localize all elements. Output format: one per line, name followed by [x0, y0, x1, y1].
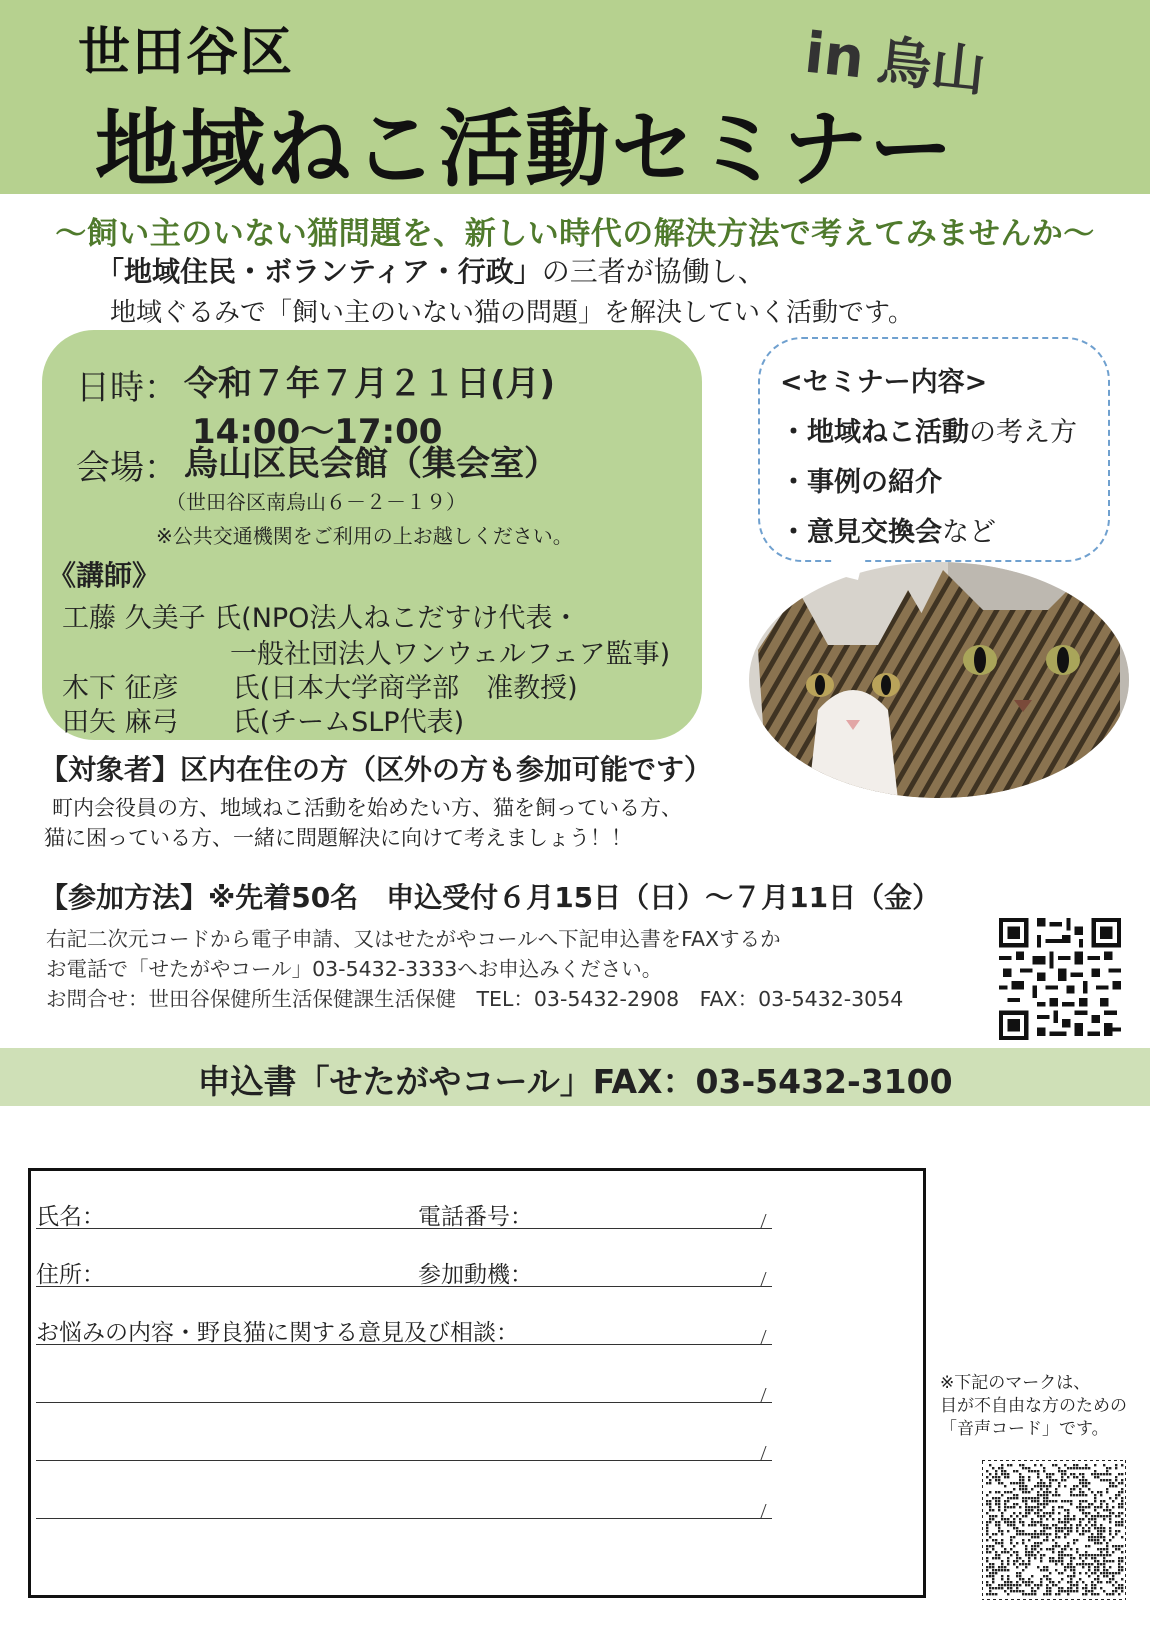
phone-label: 電話番号： — [418, 1204, 533, 1230]
venue-label: 会場： — [76, 448, 178, 488]
title-ward: 世田谷区 — [78, 23, 295, 83]
lecturer-item: 木下 征彦 氏(日本大学商学部 准教授) — [62, 673, 578, 704]
apply-instruction: 右記二次元コードから電子申請、又はせたがやコールへ下記申込書をFAXするか — [46, 927, 781, 951]
application-form — [28, 1168, 926, 1598]
apply-instruction: お電話で「せたがやコール」03-5432-3333へお申込みください。 — [46, 957, 663, 981]
lecturer-item: 工藤 久美子 氏(NPO法人ねこだすけ代表・ — [62, 603, 580, 634]
subtitle: ～飼い主のいない猫問題を、新しい時代の解決方法で考えてみませんか～ — [55, 216, 1095, 252]
seminar-content-item-bold: ・意見交換会 — [780, 517, 942, 548]
intro-bold: 「地域住民・ボランティア・行政」 — [96, 255, 542, 288]
voice-code-note-line: ※下記のマークは、 — [940, 1373, 1091, 1393]
event-date: 令和７年７月２１日(月) — [184, 364, 556, 404]
venue-address: （世田谷区南烏山６－２－１９） — [166, 490, 466, 514]
seminar-content-item — [780, 510, 996, 549]
participation-heading: 【参加方法】※先着50名 申込受付６月15日（日）～７月11日（金） — [40, 881, 941, 914]
lecturer-item: 田矢 麻弓 氏(チームSLP代表) — [62, 707, 465, 738]
intro-line-2: 地域ぐるみで「飼い主のいない猫の問題」を解決していく活動です。 — [110, 298, 914, 328]
concern-field-line[interactable] — [36, 1344, 772, 1345]
voice-code-note — [940, 1372, 1127, 1441]
title-place: 烏山 — [874, 29, 989, 104]
page-title: 地域ねこ活動セミナー — [95, 100, 956, 198]
voice-code-note-line: 「音声コード」です。 — [940, 1419, 1109, 1439]
voice-code-note-line: 目が不自由な方のための — [940, 1396, 1127, 1416]
target-description: 町内会役員の方、地域ねこ活動を始めたい方、猫を飼っている方、 — [52, 796, 682, 820]
event-venue: 烏山区民会館（集会室） — [184, 444, 558, 484]
concern-field-line[interactable] — [36, 1460, 772, 1461]
motive-label: 参加動機： — [418, 1262, 533, 1288]
seminar-content-item-bold: ・事例の紹介 — [780, 467, 942, 498]
address-label: 住所： — [36, 1262, 105, 1288]
seminar-content-item-bold: ・地域ねこ活動 — [780, 417, 969, 448]
target-description: 猫に困っている方、一緒に問題解決に向けて考えましょう！！ — [44, 826, 632, 850]
seminar-content-item — [780, 460, 942, 499]
concern-field-line[interactable] — [36, 1402, 772, 1403]
voice-code-icon — [982, 1460, 1126, 1600]
title-in-word: in — [801, 20, 868, 92]
event-time: 14:00～17:00 — [192, 412, 443, 452]
qr-code-icon[interactable] — [996, 918, 1124, 1040]
seminar-content-heading: <セミナー内容> — [780, 367, 988, 398]
lecturer-heading: 《講師》 — [48, 559, 161, 592]
name-label: 氏名： — [36, 1204, 105, 1230]
lecturer-item: 一般社団法人ワンウェルフェア監事) — [230, 639, 671, 670]
fax-number: 申込書「せたがやコール」FAX：03-5432-3100 — [197, 1062, 953, 1101]
target-heading: 【対象者】区内在住の方（区外の方も参加可能です） — [40, 753, 713, 786]
seminar-content-item — [780, 410, 1077, 449]
seminar-content-item-rest: の考え方 — [969, 417, 1077, 448]
transport-note: ※公共交通機関をご利用の上お越しください。 — [156, 524, 573, 548]
concern-field-line[interactable] — [36, 1518, 772, 1519]
concern-label: お悩みの内容・野良猫に関する意見及び相談： — [36, 1320, 519, 1346]
intro-line-1 — [96, 250, 766, 290]
name-field[interactable] — [36, 1228, 772, 1229]
cat-photo — [748, 560, 1130, 800]
datetime-label: 日時： — [76, 368, 178, 408]
intro-rest: の三者が協働し、 — [541, 255, 766, 288]
seminar-content-item-rest: など — [942, 517, 996, 548]
address-field[interactable] — [36, 1286, 772, 1287]
contact-info: お問合せ：世田谷保健所生活保健課生活保健 TEL：03-5432-2908 FAX：03-5432-3054 — [46, 987, 904, 1011]
